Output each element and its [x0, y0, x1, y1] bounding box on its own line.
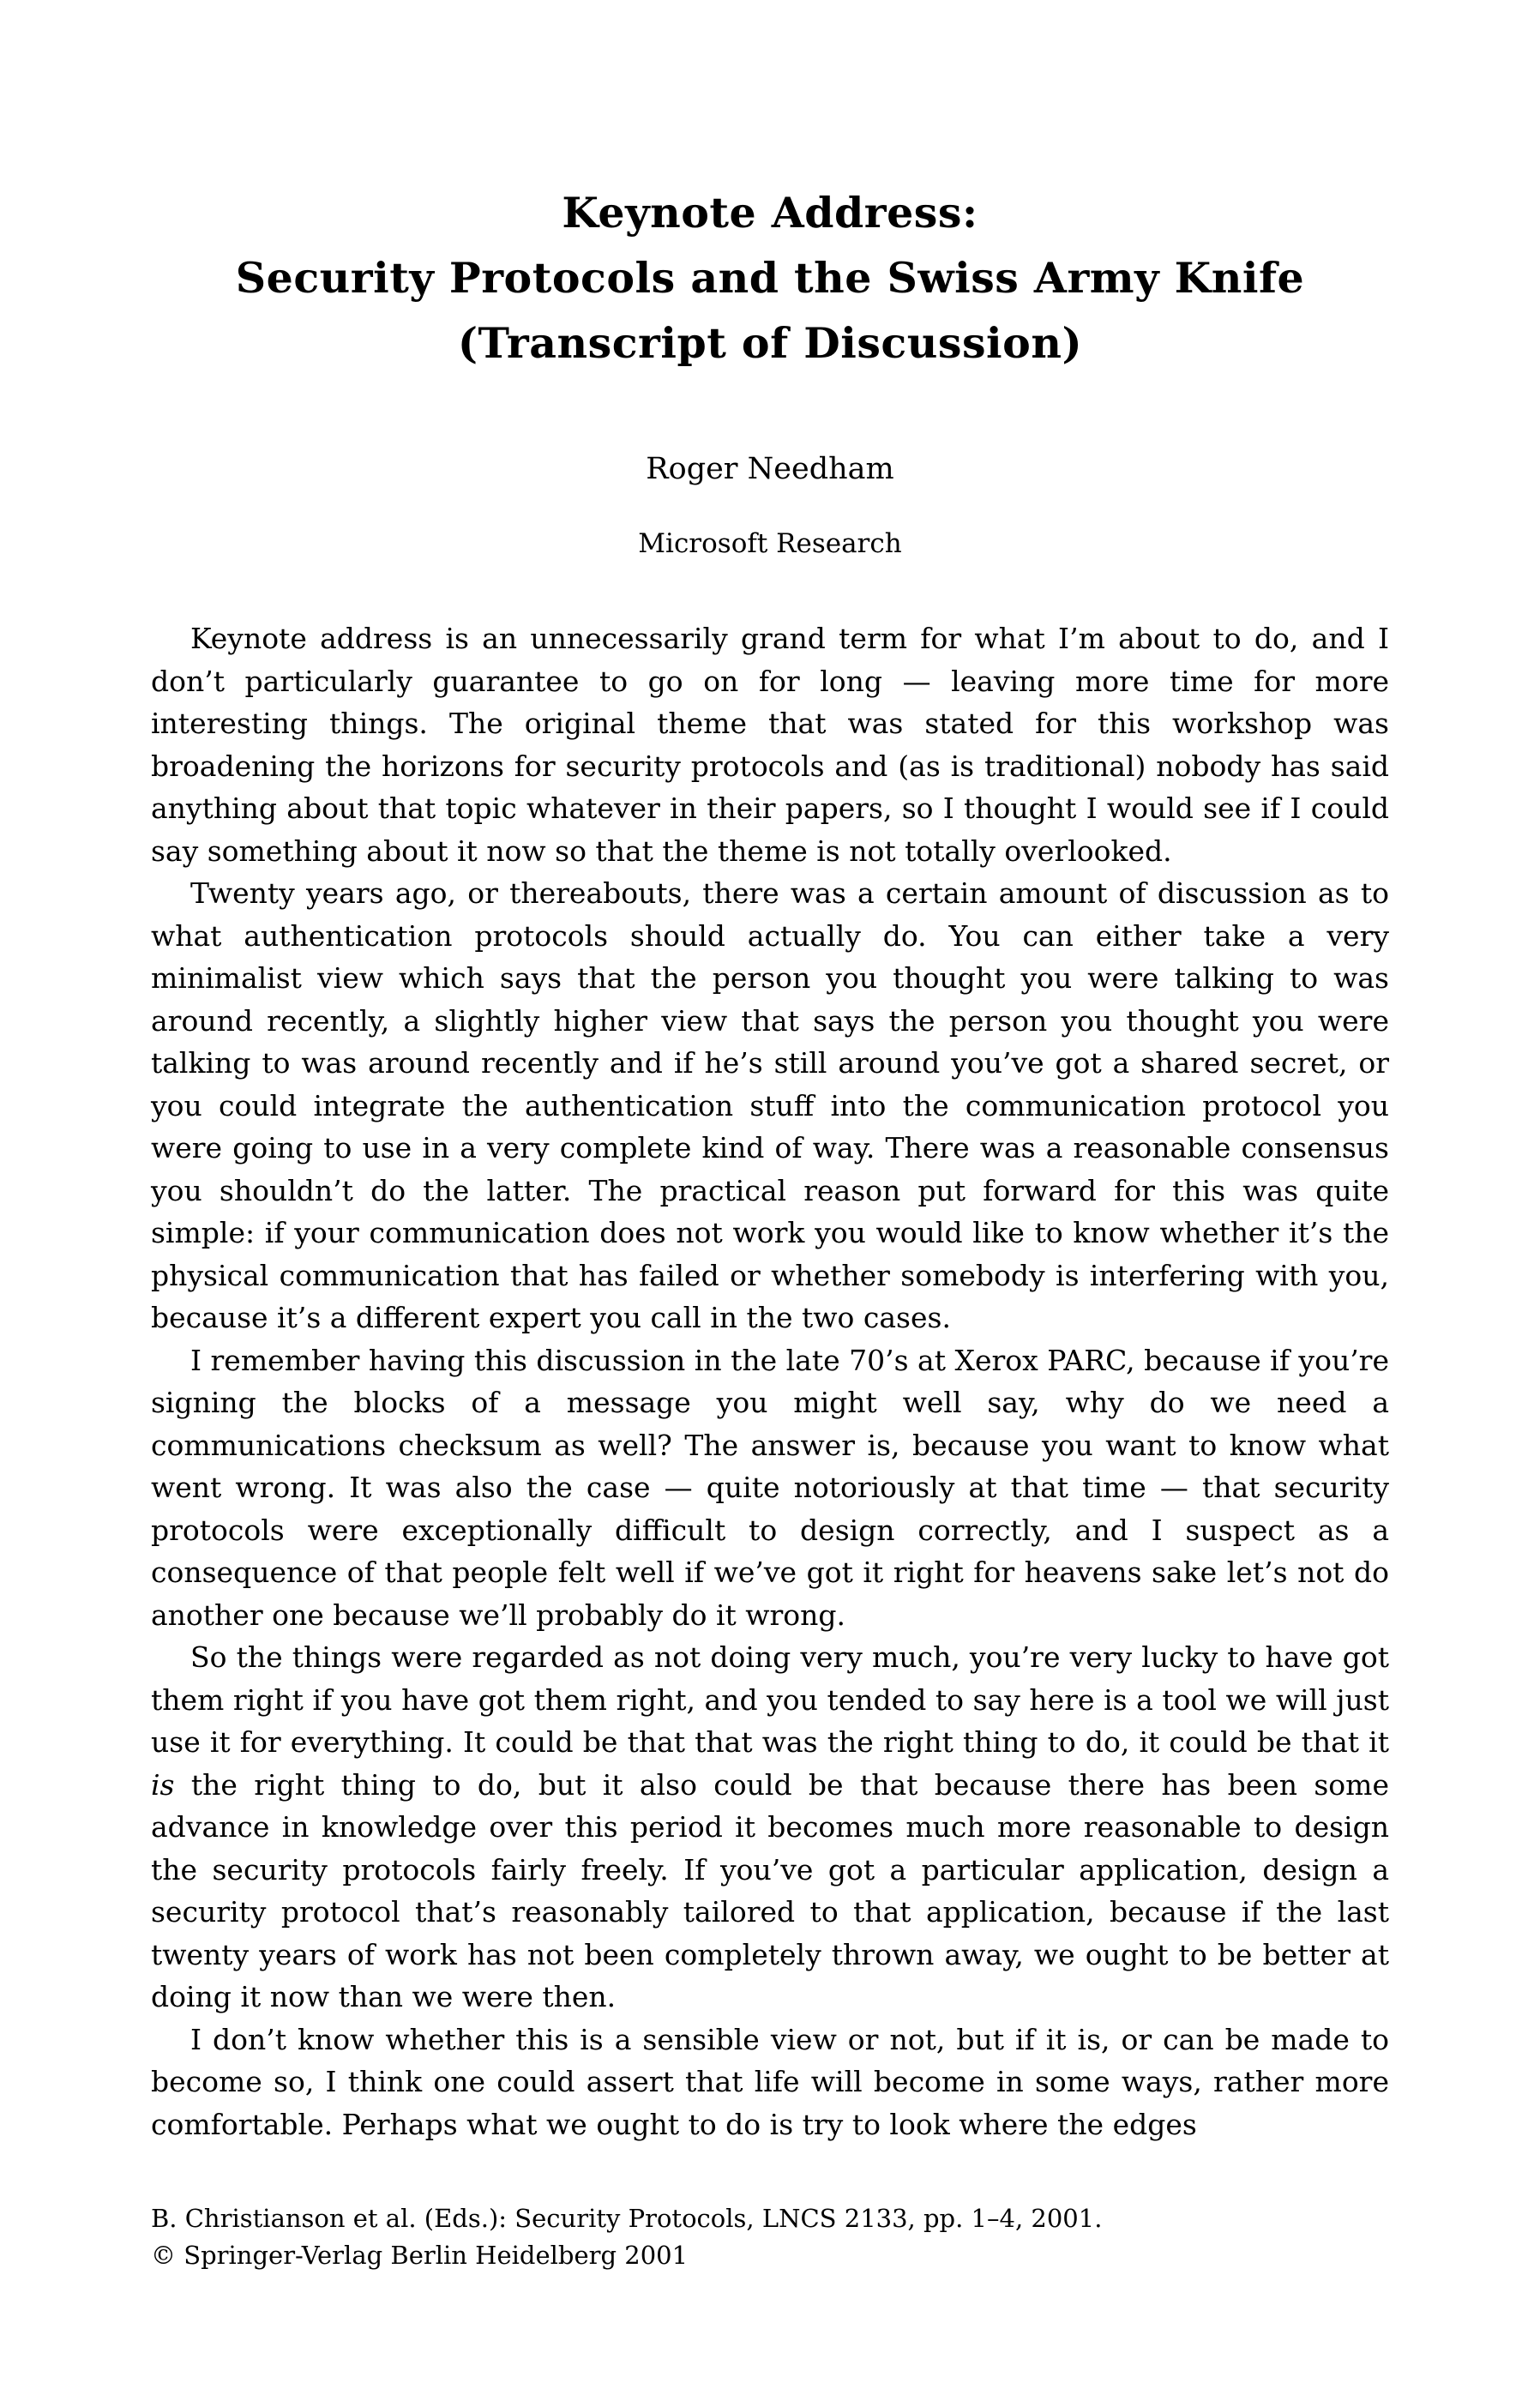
- footer: [151, 2200, 1102, 2274]
- paragraph-4-segment-before: So the things were regarded as not doing very much, you’re very lucky to have got them right if you have got them right, and you tended to say here is a tool we will just use it for everything. It could be that that was the right thing to do, it could be that it: [151, 1640, 1389, 1759]
- body-text: [151, 617, 1389, 2145]
- paragraph-3: I remember having this discussion in the late 70’s at Xerox PARC, because if you’re signing the blocks of a message you might well say, why do we need a communications checksum as well? The answer is, because you want to know what went wrong. It was also the case — quite notoriously at that time — that security protocols were exceptionally difficult to design correctly, and I suspect as a consequence of that people felt well if we’ve got it right for heavens sake let’s not do another one because we’ll probably do it wrong.: [151, 1343, 1389, 1632]
- author-affiliation: Microsoft Research: [638, 528, 902, 559]
- title-line-1: Keynote Address:: [562, 188, 978, 238]
- title-line-2: Security Protocols and the Swiss Army Knife: [235, 253, 1305, 303]
- title-line-3: (Transcript of Discussion): [457, 318, 1083, 368]
- paragraph-2: Twenty years ago, or thereabouts, there was a certain amount of discussion as to what authentication protocols should actually do. You can either take a very minimalist view which says that the person you thought you were talking to was around recently, a slightly higher view that says the person you thought you were talking to was around recently and if he’s still around you’ve got a shared secret, or you could integrate the authentication stuff into the communication protocol you were going to use in a very complete kind of way. There was a reasonable consensus you shouldn’t do the latter. The practical reason put forward for this was quite simple: if your communication does not work you would like to know whether it’s the physical communication that has failed or whether somebody is interfering with you, because it’s a different expert you call in the two cases.: [151, 876, 1389, 1334]
- paragraph-4: [151, 1636, 1389, 2019]
- paragraph-5: I don’t know whether this is a sensible view or not, but if it is, or can be made to become so, I think one could assert that life will become in some ways, rather more comfortable. Perhaps what we ought to do is try to look where the edges: [151, 2022, 1389, 2141]
- paper-title: [0, 0, 1540, 376]
- paragraph-4-segment-after: the right thing to do, but it also could be that because there has been some advance in knowledge over this period it becomes much more reasonable to design the security protocols fairly freely. If you’ve got a particular application, design a security protocol that’s reasonably tailored to that application, because if the last twenty years of work has not been completely thrown away, we ought to be better at doing it now than we were then.: [151, 1767, 1389, 2013]
- author-name: Roger Needham: [646, 452, 894, 486]
- footer-copyright-line: © Springer-Verlag Berlin Heidelberg 2001: [151, 2241, 689, 2270]
- footer-citation-line: B. Christianson et al. (Eds.): Security Protocols, LNCS 2133, pp. 1–4, 2001.: [151, 2204, 1103, 2233]
- title-block: [0, 0, 1540, 557]
- paragraph-1: Keynote address is an unnecessarily grand term for what I’m about to do, and I don’t particularly guarantee to go on for long — leaving more time for more interesting things. The original theme that was stated for this workshop was broadening the horizons for security protocols and (as is traditional) nobody has said anything about that topic whatever in their papers, so I thought I would see if I could say something about it now so that the theme is not totally overlooked.: [151, 622, 1389, 868]
- paragraph-4-italic-word: is: [151, 1767, 175, 1802]
